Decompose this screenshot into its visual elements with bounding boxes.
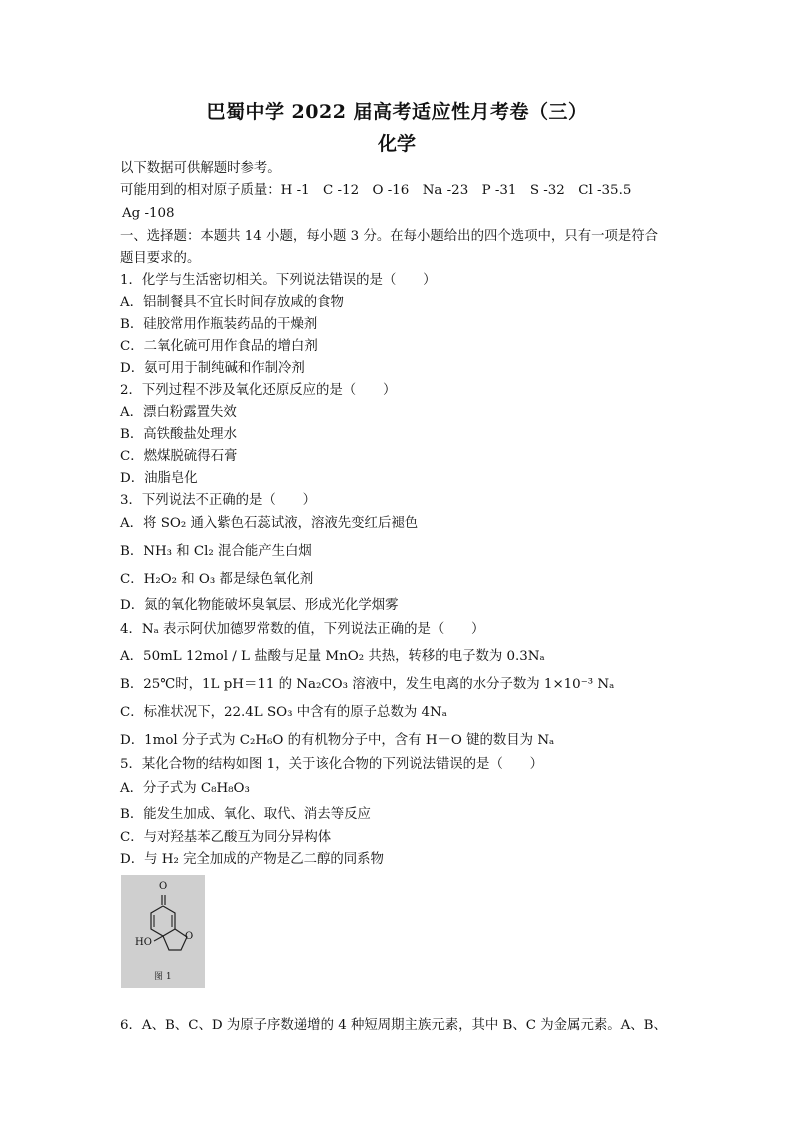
question-5-option-b: B．能发生加成、氧化、取代、消去等反应 bbox=[120, 807, 371, 822]
section-heading-line2: 题目要求的。 bbox=[120, 251, 201, 266]
question-6-stem: 6．A、B、C、D 为原子序数递增的 4 种短周期主族元素，其中 B、C 为金属元素。A、B、 bbox=[120, 1018, 667, 1033]
question-4-stem: 4．Nₐ 表示阿伏加德罗常数的值，下列说法正确的是（ ） bbox=[120, 622, 485, 637]
question-3-option-d: D．氮的氧化物能破坏臭氧层、形成光化学烟雾 bbox=[120, 598, 399, 613]
question-3-option-c: C．H₂O₂ 和 O₃ 都是绿色氧化剂 bbox=[120, 572, 314, 587]
question-5-stem: 5．某化合物的结构如图 1，关于该化合物的下列说法错误的是（ ） bbox=[120, 757, 544, 772]
atom-o-ring: O bbox=[185, 931, 194, 942]
question-3-stem: 3．下列说法不正确的是（ ） bbox=[120, 493, 316, 508]
atomic-masses-line1: 可能用到的相对原子质量：H -1 C -12 O -16 Na -23 P -31 S -32 Cl -35.5 bbox=[120, 183, 632, 198]
question-2-option-c: C．燃煤脱硫得石膏 bbox=[120, 449, 238, 464]
atomic-masses-line2: Ag -108 bbox=[122, 206, 175, 221]
figure-1-caption: 图 1 bbox=[154, 972, 172, 982]
atom-ho-label: HO bbox=[135, 937, 152, 948]
reference-note: 以下数据可供解题时参考。 bbox=[120, 161, 281, 176]
question-1-stem: 1．化学与生活密切相关。下列说法错误的是（ ） bbox=[120, 273, 437, 288]
question-5-option-c: C．与对羟基苯乙酸互为同分异构体 bbox=[120, 830, 332, 845]
exam-title: 巴蜀中学 2022 届高考适应性月考卷（三） bbox=[206, 101, 588, 123]
subject-title: 化学 bbox=[377, 133, 416, 155]
question-4-option-d: D．1mol 分子式为 C₂H₆O 的有机物分子中，含有 H－O 键的数目为 Nₐ bbox=[120, 733, 555, 748]
question-1-option-c: C．二氧化硫可用作食品的增白剂 bbox=[120, 339, 318, 354]
figure-1-structure-image bbox=[121, 875, 205, 988]
question-2-option-b: B．高铁酸盐处理水 bbox=[120, 427, 237, 442]
question-1-option-d: D．氨可用于制纯碱和作制冷剂 bbox=[120, 361, 305, 376]
question-2-option-d: D．油脂皂化 bbox=[120, 471, 198, 486]
question-2-option-a: A．漂白粉露置失效 bbox=[120, 405, 237, 420]
question-5-option-d: D．与 H₂ 完全加成的产物是乙二醇的同系物 bbox=[120, 852, 384, 867]
question-1-option-a: A．铝制餐具不宜长时间存放咸的食物 bbox=[120, 295, 344, 310]
question-4-option-a: A．50mL 12mol / L 盐酸与足量 MnO₂ 共热，转移的电子数为 0.3Nₐ bbox=[120, 649, 545, 664]
question-4-option-c: C．标准状况下，22.4L SO₃ 中含有的原子总数为 4Nₐ bbox=[120, 705, 447, 720]
question-3-option-b: B．NH₃ 和 Cl₂ 混合能产生白烟 bbox=[120, 544, 312, 559]
question-5-option-a: A．分子式为 C₈H₈O₃ bbox=[120, 781, 250, 796]
question-4-option-b: B．25℃时，1L pH＝11 的 Na₂CO₃ 溶液中，发生电离的水分子数为 1×10⁻³ Nₐ bbox=[120, 677, 615, 692]
question-1-option-b: B．硅胶常用作瓶装药品的干燥剂 bbox=[120, 317, 318, 332]
atom-o-carbonyl: O bbox=[159, 881, 168, 892]
question-2-stem: 2．下列过程不涉及氧化还原反应的是（ ） bbox=[120, 383, 397, 398]
section-heading-line1: 一、选择题：本题共 14 小题，每小题 3 分。在每小题给出的四个选项中，只有一项是符合 bbox=[120, 229, 659, 244]
question-3-option-a: A．将 SO₂ 通入紫色石蕊试液，溶液先变红后褪色 bbox=[120, 516, 419, 531]
